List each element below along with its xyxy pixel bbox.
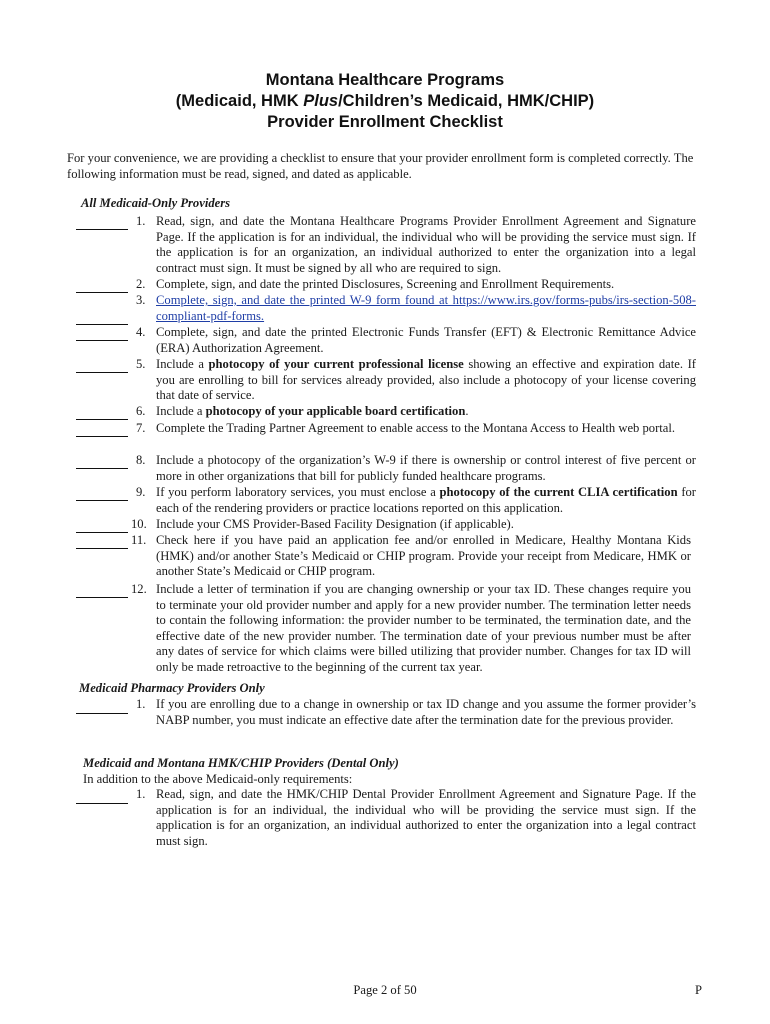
checklist-item-5: 5. Include a photocopy of your current professional license showing an effective and expiration date. If you are enrolling to bill for services already provided, also include a photocopy of your license covering that date of service. [136,357,696,403]
checkbox-blank-7[interactable] [76,436,128,437]
checkbox-blank-11[interactable] [76,548,128,549]
checklist-item-11: 11. Check here if you have paid an application fee and/or enrolled in Medicare, Healthy Montana Kids (HMK) and/or another State’s Medicaid or CHIP program. Provide your receipt from Medicare, HMK or another State’s Medicaid or CHIP program. [131,533,691,579]
section-heading-dental: Medicaid and Montana HMK/CHIP Providers (Dental Only) [83,756,399,770]
dental-subheading: In addition to the above Medicaid-only requirements: [83,772,353,786]
checklist-item-6: 6. Include a photocopy of your applicable board certification. [136,404,469,418]
title-line-3: Provider Enrollment Checklist [267,113,503,131]
checkbox-blank-12[interactable] [76,597,128,598]
checkbox-blank-pharmacy-1[interactable] [76,713,128,714]
title-line-1: Montana Healthcare Programs [265,71,505,89]
checklist-item-7: 7. Complete the Trading Partner Agreement to enable access to the Montana Access to Health web portal. [136,421,675,435]
irs-w9-link[interactable]: Complete, sign, and date the printed W-9 form found at https://www.irs.gov/forms-pubs/irs-section-508-compliant-pdf-forms. [156,293,696,323]
checkbox-blank-5[interactable] [76,372,128,373]
checkbox-blank-10[interactable] [76,532,128,533]
title-line-2: (Medicaid, HMK Plus/Children’s Medicaid, HMK/CHIP) [175,92,595,110]
checkbox-blank-3[interactable] [76,324,128,325]
intro-paragraph: For your convenience, we are providing a checklist to ensure that your provider enrollment form is completed correctly. The following information must be read, signed, and dated as applicable. [67,151,694,181]
checklist-item-4: 4. Complete, sign, and date the printed Electronic Funds Transfer (EFT) & Electronic Remittance Advice (ERA) Authorization Agreement. [136,325,696,355]
checklist-item-8: 8. Include a photocopy of the organization’s W-9 if there is ownership or control interest of five percent or more in other organizations that bill for publicly funded healthcare programs. [136,453,696,483]
section-heading-all-medicaid: All Medicaid-Only Providers [81,196,231,210]
pharmacy-item-1: 1. If you are enrolling due to a change in ownership or tax ID change and you assume the former provider’s NABP number, you must indicate an effective date after the termination date for the previous provider. [136,697,696,727]
page-number: Page 2 of 50 [353,983,417,997]
checkbox-blank-dental-1[interactable] [76,803,128,804]
checkbox-blank-9[interactable] [76,500,128,501]
checklist-item-10: 10. Include your CMS Provider-Based Facility Designation (if applicable). [131,517,514,531]
document-title [0,70,770,133]
checkbox-blank-2[interactable] [76,292,128,293]
checklist-item-1: 1. Read, sign, and date the Montana Healthcare Programs Provider Enrollment Agreement and Signature Page. If the application is for an individual, the individual who will be providing the service must sign. If the application is for an organization, an individual authorized to enter the organization into a legal contract must sign. It must be signed by all who are required to sign. [136,214,696,275]
dental-item-1: 1. Read, sign, and date the HMK/CHIP Dental Provider Enrollment Agreement and Signature Page. If the application is for an individual, the individual who will be providing the service must sign. If the application is for an organization, an individual authorized to enter the organization into a legal contract must sign. [136,787,696,848]
checkbox-blank-6[interactable] [76,419,128,420]
checklist-item-12: 12. Include a letter of termination if you are changing ownership or your tax ID. These changes require you to terminate your old provider number and apply for a new provider number. The termination letter needs to contain the following information: the provider number to be terminated, the termination date, and the effective date of the new provider number. The termination date of your previous number must be after any dates of service for which claims were billed utilizing that provider number. Changes for tax ID will only be made retroactive to the beginning of the current tax year. [131,582,691,674]
checkbox-blank-8[interactable] [76,468,128,469]
checklist-item-3: 3. Complete, sign, and date the printed W-9 form found at https://www.irs.gov/forms-pubs/irs-section-508-compliant-pdf-forms. [136,293,696,323]
section-heading-pharmacy: Medicaid Pharmacy Providers Only [79,681,265,695]
checkbox-blank-1[interactable] [76,229,128,230]
footer-mark: P [695,983,703,997]
checkbox-blank-4[interactable] [76,340,128,341]
checklist-item-9: 9. If you perform laboratory services, you must enclose a photocopy of the current CLIA certification for each of the rendering providers or practice locations reported on this application. [136,485,697,515]
checklist-item-2: 2. Complete, sign, and date the printed Disclosures, Screening and Enrollment Requirements. [136,277,615,291]
